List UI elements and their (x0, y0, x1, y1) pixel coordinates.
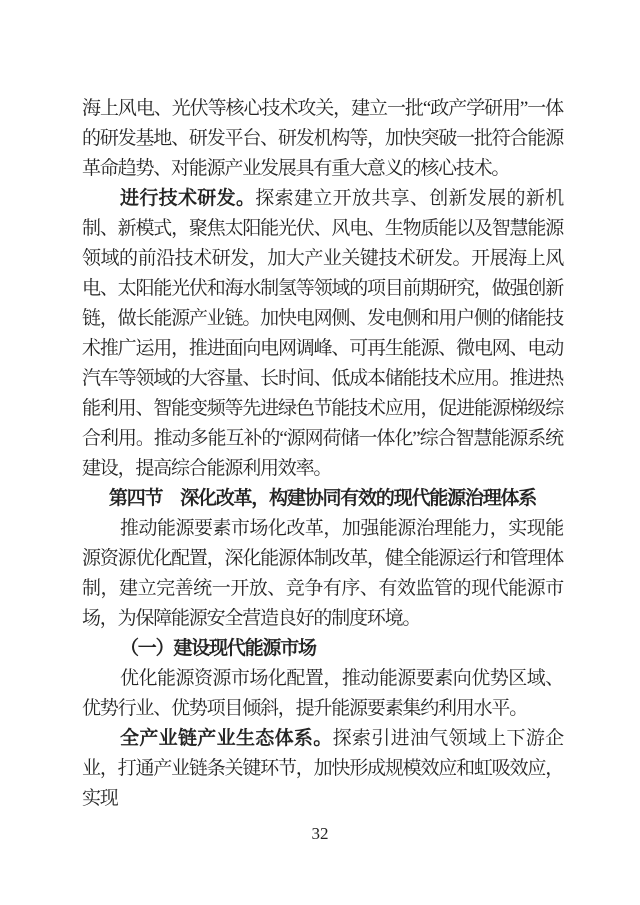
paragraph-technology-rd (82, 184, 563, 484)
paragraph-market-reform (82, 514, 563, 634)
section-heading-four: 第四节 深化改革，构建协同有效的现代能源治理体系 (108, 488, 537, 509)
paragraph-text: 海上风电、光伏等核心技术攻关，建立一批“政产学研用”一体的研发基地、研发平台、研发机构等，加快突破一批符合能源革命趋势、对能源产业发展具有重大意义的核心技术。 (82, 98, 563, 179)
paragraph-text: 探索引进油气领域上下游企业，打通产业链条关键环节，加快形成规模效应和虹吸效应，实现 (82, 728, 563, 809)
paragraph-industry-chain (82, 724, 563, 814)
subheading-modern-energy-market: （一）建设现代能源市场 (120, 638, 316, 659)
paragraph-resource-allocation (82, 664, 563, 724)
text-block (82, 94, 563, 814)
paragraph-text: 推动能源要素市场化改革，加强能源治理能力，实现能源资源优化配置，深化能源体制改革，健全能源运行和管理体制，建立完善统一开放、竞争有序、有效监管的现代能源市场，为保障能源安全营造良好的制度环境。 (82, 518, 563, 629)
paragraph-bold-lead: 全产业链产业生态体系。 (120, 728, 333, 749)
paragraph-text: 探索建立开放共享、创新发展的新机制、新模式，聚焦太阳能光伏、风电、生物质能以及智慧能源领域的前沿技术研发，加大产业关键技术研发。开展海上风电、太阳能光伏和海水制氢等领域的项目前期研究，做强创新链，做长能源产业链。加快电网侧、发电侧和用户侧的储能技术推广运用，推进面向电网调峰、可再生能源、微电网、电动汽车等领域的大容量、长时间、低成本储能技术应用。推进热能利用、智能变频等先进绿色节能技术应用，促进能源梯级综合利用。推动多能互补的“源网荷储一体化”综合智慧能源系统建设，提高综合能源利用效率。 (82, 188, 563, 479)
page-number: 32 (311, 824, 329, 843)
paragraph-text: 优化能源资源市场化配置，推动能源要素向优势区域、优势行业、优势项目倾斜，提升能源要素集约利用水平。 (82, 668, 563, 719)
paragraph-bold-lead: 进行技术研发。 (120, 188, 256, 209)
paragraph-continuation (82, 94, 563, 184)
